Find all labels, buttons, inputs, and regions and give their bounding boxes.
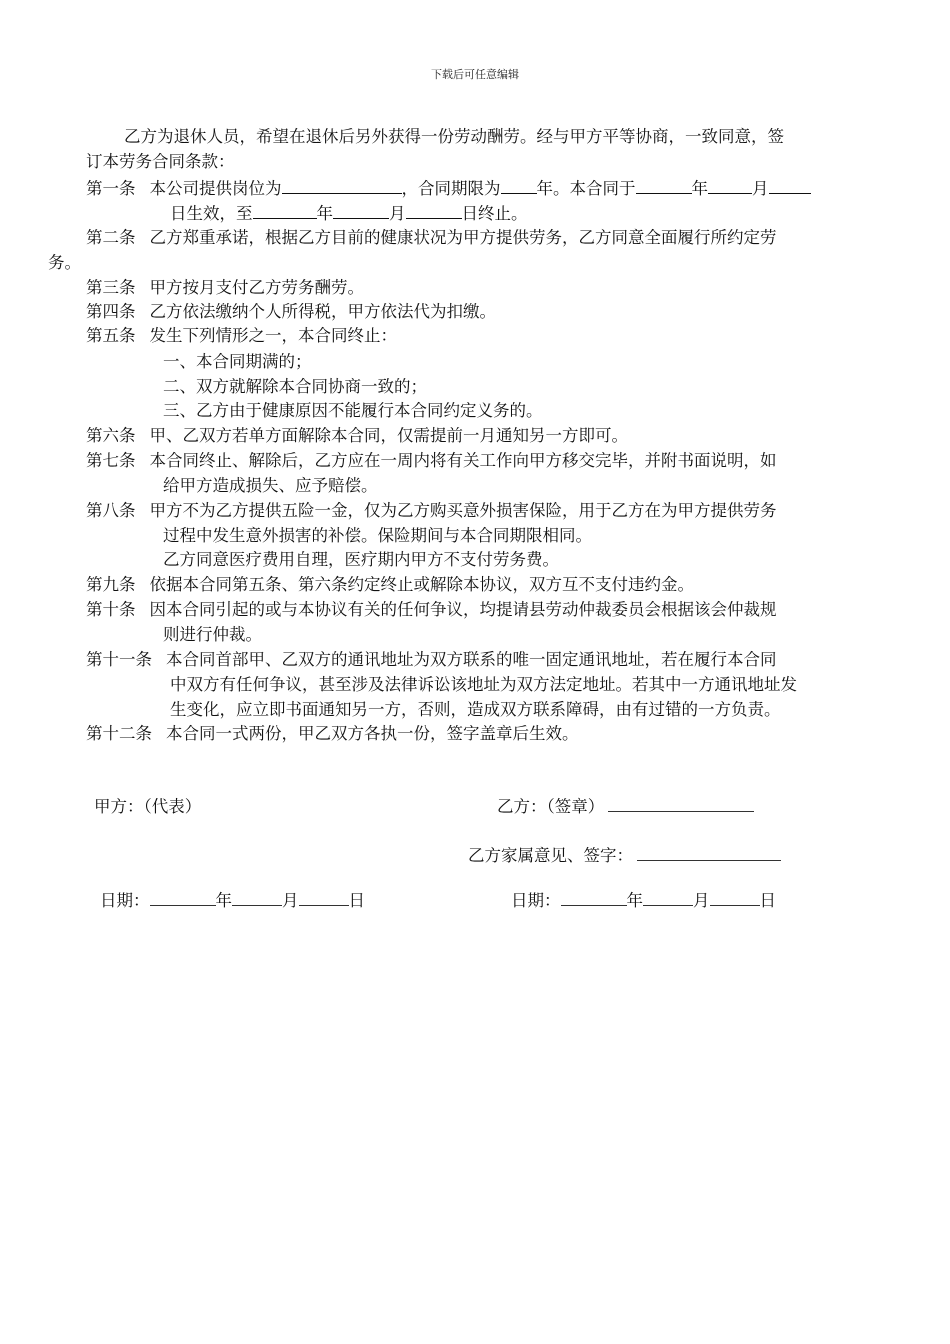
end-year-blank[interactable] (253, 201, 317, 219)
article-1-text-1: 本公司提供岗位为 (149, 179, 282, 198)
party-a-date (100, 889, 365, 913)
article-5-number: 第五条 (86, 326, 136, 345)
article-10-line-2: 则进行仲裁。 (163, 625, 262, 644)
article-1-text-3: 年。本合同于 (536, 179, 636, 198)
article-1-text-7: 年 (316, 204, 333, 223)
party-b-day-label: 日 (759, 891, 776, 910)
party-a-day-label: 日 (348, 891, 365, 910)
article-3 (86, 276, 364, 300)
article-10-text: 因本合同引起的或与本协议有关的任何争议，均提请县劳动仲裁委员会根据该会仲裁规 (149, 600, 777, 619)
article-11-line-2: 中双方有任何争议，甚至涉及法律诉讼该地址为双方法定地址。若其中一方通讯地址发 (170, 675, 797, 694)
party-b-month-label: 月 (693, 891, 710, 910)
party-a-date-label: 日期： (100, 891, 150, 910)
party-b-signature-line[interactable] (608, 796, 754, 812)
article-11-line-3: 生变化，应立即书面通知另一方，否则，造成双方联系障碍，由有过错的一方负责。 (170, 700, 781, 719)
party-a-month-blank[interactable] (232, 890, 282, 906)
article-1-line-2 (170, 201, 528, 226)
party-b-year-label: 年 (626, 891, 643, 910)
party-a-month-label: 月 (282, 891, 299, 910)
position-blank[interactable] (282, 176, 402, 194)
article-7-number: 第七条 (86, 451, 136, 470)
article-7-line-1 (86, 449, 777, 473)
article-12-number: 第十二条 (86, 724, 152, 743)
party-b-date (511, 889, 776, 913)
article-10-number: 第十条 (86, 600, 136, 619)
family-signature (468, 844, 781, 868)
article-5-item-3: 三、乙方由于健康原因不能履行本合同约定义务的。 (163, 401, 543, 420)
article-4-number: 第四条 (86, 302, 136, 321)
article-6-text: 甲、乙双方若单方面解除本合同，仅需提前一月通知另一方即可。 (149, 426, 628, 445)
article-8-text: 甲方不为乙方提供五险一金，仅为乙方购买意外损害保险，用于乙方在为甲方提供劳务 (149, 501, 777, 520)
party-a-year-label: 年 (215, 891, 232, 910)
article-12 (86, 722, 579, 746)
article-9-number: 第九条 (86, 575, 136, 594)
article-8-number: 第八条 (86, 501, 136, 520)
article-4 (86, 300, 496, 324)
article-11-line-1 (86, 648, 777, 672)
article-11-number: 第十一条 (86, 650, 152, 669)
article-6-number: 第六条 (86, 426, 136, 445)
article-9-text: 依据本合同第五条、第六条约定终止或解除本协议，双方互不支付违约金。 (149, 575, 694, 594)
start-day-blank[interactable] (769, 176, 811, 194)
article-5 (86, 324, 397, 348)
end-month-blank[interactable] (333, 201, 389, 219)
article-1-text-9: 日终止。 (461, 204, 528, 223)
article-1-text-6: 日生效，至 (170, 204, 253, 223)
party-b-year-blank[interactable] (561, 890, 627, 906)
preamble-line-2: 订本劳务合同条款： (86, 152, 235, 171)
start-year-blank[interactable] (636, 176, 692, 194)
article-5-item-1: 一、本合同期满的； (163, 352, 312, 371)
article-5-item-2: 二、双方就解除本合同协商一致的； (163, 377, 427, 396)
article-10-line-1 (86, 598, 777, 622)
start-month-blank[interactable] (708, 176, 752, 194)
article-1-number: 第一条 (86, 179, 136, 198)
article-2-text: 乙方郑重承诺，根据乙方目前的健康状况为甲方提供劳务，乙方同意全面履行所约定劳 (149, 228, 777, 247)
party-b-day-blank[interactable] (710, 890, 760, 906)
party-b-signature (497, 795, 754, 819)
article-6 (86, 424, 628, 448)
article-2-line-2: 务。 (48, 253, 81, 272)
article-5-text: 发生下列情形之一，本合同终止： (149, 326, 397, 345)
preamble-line-1: 乙方为退休人员，希望在退休后另外获得一份劳动酬劳。经与甲方平等协商，一致同意，签 (124, 127, 784, 146)
party-a-label: 甲方：（代表） (94, 797, 202, 816)
article-8-line-2: 过程中发生意外损害的补偿。保险期间与本合同期限相同。 (163, 526, 592, 545)
article-8-line-1 (86, 499, 777, 523)
party-a-year-blank[interactable] (150, 890, 216, 906)
article-1-text-5: 月 (752, 179, 769, 198)
article-9 (86, 573, 694, 597)
article-3-number: 第三条 (86, 278, 136, 297)
article-7-text: 本合同终止、解除后，乙方应在一周内将有关工作向甲方移交完毕，并附书面说明，如 (149, 451, 777, 470)
article-12-text: 本合同一式两份，甲乙双方各执一份，签字盖章后生效。 (166, 724, 579, 743)
article-1-text-2: ，合同期限为 (401, 179, 501, 198)
party-a-day-blank[interactable] (299, 890, 349, 906)
party-b-date-label: 日期： (511, 891, 561, 910)
article-4-text: 乙方依法缴纳个人所得税，甲方依法代为扣缴。 (149, 302, 496, 321)
article-2-number: 第二条 (86, 228, 136, 247)
article-3-text: 甲方按月支付乙方劳务酬劳。 (149, 278, 364, 297)
article-1-text-4: 年 (691, 179, 708, 198)
article-1-line-1 (86, 176, 811, 201)
article-1-text-8: 月 (389, 204, 406, 223)
family-opinion-label: 乙方家属意见、签字： (468, 846, 633, 865)
party-b-month-blank[interactable] (643, 890, 693, 906)
family-signature-line[interactable] (637, 845, 781, 861)
term-years-blank[interactable] (501, 176, 537, 194)
end-day-blank[interactable] (406, 201, 462, 219)
article-8-line-3: 乙方同意医疗费用自理，医疗期内甲方不支付劳务费。 (163, 550, 559, 569)
party-b-label: 乙方：（签章） (497, 797, 605, 816)
article-7-line-2: 给甲方造成损失、应予赔偿。 (163, 476, 378, 495)
article-11-text: 本合同首部甲、乙双方的通讯地址为双方联系的唯一固定通讯地址，若在履行本合同 (166, 650, 777, 669)
page-header: 下载后可任意编辑 (431, 68, 519, 81)
article-2-line-1 (86, 226, 777, 250)
